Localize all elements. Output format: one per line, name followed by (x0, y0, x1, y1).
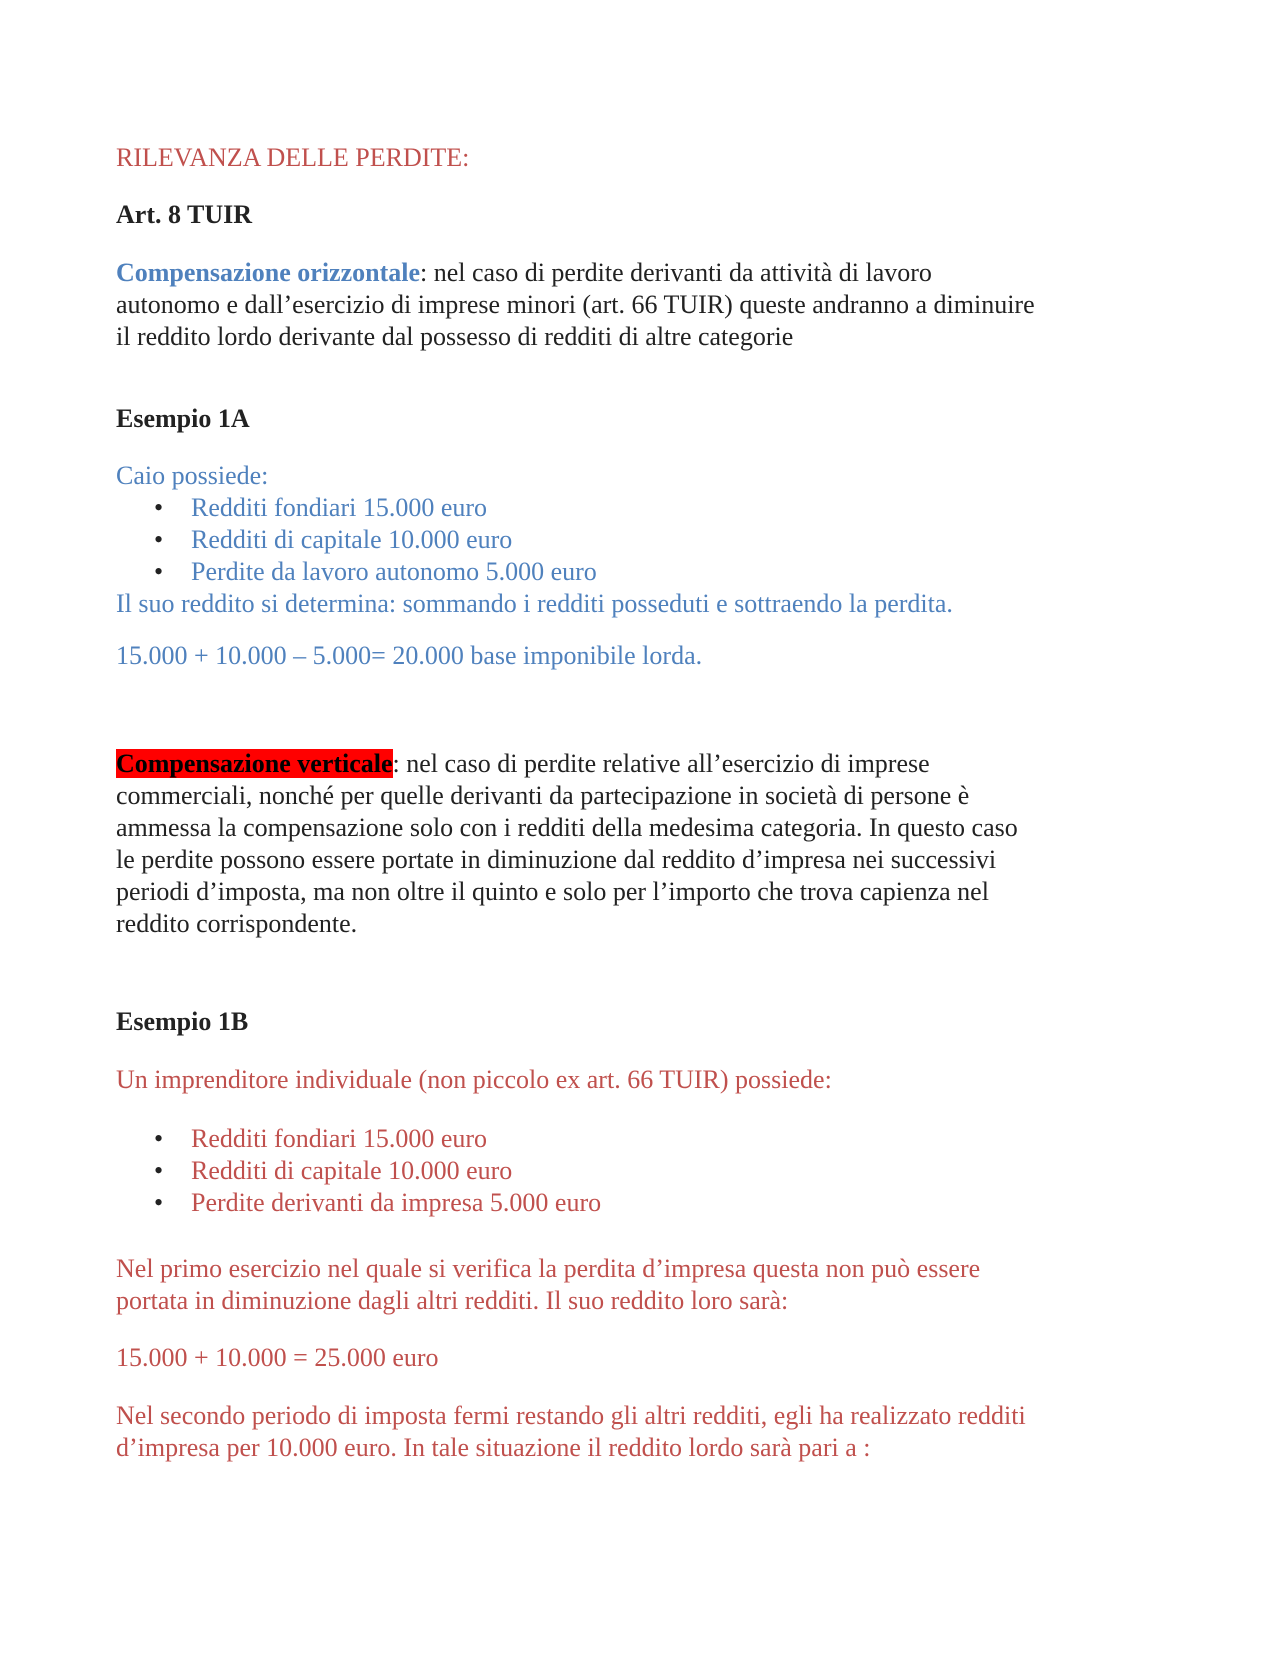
example-1b-list (116, 1123, 1176, 1219)
article-reference: Art. 8 TUIR (116, 200, 253, 229)
list-item-text: Redditi fondiari 15.000 euro (191, 493, 488, 522)
bullet-icon: • (154, 1124, 164, 1153)
list-item (116, 524, 1176, 556)
paragraph-line: reddito corrispondente. (116, 909, 358, 938)
example-1a-calculation: 15.000 + 10.000 – 5.000= 20.000 base imponibile lorda. (116, 641, 703, 670)
paragraph-line: commerciali, nonché per quelle derivanti da partecipazione in società di persone è (116, 781, 970, 810)
paragraph-line: d’impresa per 10.000 euro. In tale situazione il reddito lordo sarà pari a : (116, 1433, 871, 1462)
list-item (116, 1155, 1176, 1187)
bullet-icon: • (154, 525, 164, 554)
paragraph-line: il reddito lordo derivante dal possesso di redditi di altre categorie (116, 322, 794, 351)
example-1a-list (116, 492, 1176, 588)
paragraph-line: Nel secondo periodo di imposta fermi restando gli altri redditi, egli ha realizzato redditi (116, 1401, 1026, 1430)
list-item (116, 1187, 1176, 1219)
example-1b-paragraph-1 (116, 1253, 1176, 1317)
paragraph-line: autonomo e dall’esercizio di imprese minori (art. 66 TUIR) queste andranno a diminuire (116, 290, 1035, 319)
example-1a-intro: Caio possiede: (116, 461, 269, 490)
list-item-text: Redditi di capitale 10.000 euro (191, 525, 513, 554)
example-1a-body (116, 460, 1176, 620)
example-1b-body (116, 1123, 1176, 1219)
horizontal-compensation-paragraph (116, 257, 1176, 353)
paragraph-line: Nel primo esercizio nel quale si verifica la perdita d’impresa questa non può essere (116, 1254, 981, 1283)
example-1b-title: Esempio 1B (116, 1007, 249, 1036)
bullet-icon: • (154, 1188, 164, 1217)
example-1b-paragraph-2 (116, 1400, 1176, 1464)
bullet-icon: • (154, 493, 164, 522)
paragraph-line: : nel caso di perdite relative all’esercizio di imprese (392, 749, 930, 778)
paragraph-line: ammessa la compensazione solo con i redditi della medesima categoria. In questo caso (116, 813, 1018, 842)
example-1b-intro: Un imprenditore individuale (non piccolo ex art. 66 TUIR) possiede: (116, 1065, 832, 1094)
list-item-text: Perdite derivanti da impresa 5.000 euro (191, 1188, 602, 1217)
paragraph-line: portata in diminuzione dagli altri redditi. Il suo reddito loro sarà: (116, 1286, 789, 1315)
example-1b-calculation: 15.000 + 10.000 = 25.000 euro (116, 1343, 439, 1372)
bullet-icon: • (154, 557, 164, 586)
bullet-icon: • (154, 1156, 164, 1185)
list-item-text: Redditi di capitale 10.000 euro (191, 1156, 513, 1185)
section-heading: RILEVANZA DELLE PERDITE: (116, 143, 470, 172)
list-item (116, 556, 1176, 588)
list-item (116, 1123, 1176, 1155)
paragraph-line: : nel caso di perdite derivanti da attività di lavoro (420, 258, 932, 287)
paragraph-line: le perdite possono essere portate in diminuzione dal reddito d’impresa nei successivi (116, 845, 997, 874)
horizontal-compensation-term: Compensazione orizzontale (116, 258, 421, 287)
list-item-text: Perdite da lavoro autonomo 5.000 euro (191, 557, 597, 586)
paragraph-line: periodi d’imposta, ma non oltre il quinto e solo per l’importo che trova capienza nel (116, 877, 989, 906)
list-item-text: Redditi fondiari 15.000 euro (191, 1124, 488, 1153)
vertical-compensation-paragraph (116, 748, 1176, 940)
example-1a-title: Esempio 1A (116, 404, 250, 433)
example-1a-explanation: Il suo reddito si determina: sommando i redditi posseduti e sottraendo la perdita. (116, 589, 953, 618)
vertical-compensation-term: Compensazione verticale (116, 749, 393, 778)
list-item (116, 492, 1176, 524)
